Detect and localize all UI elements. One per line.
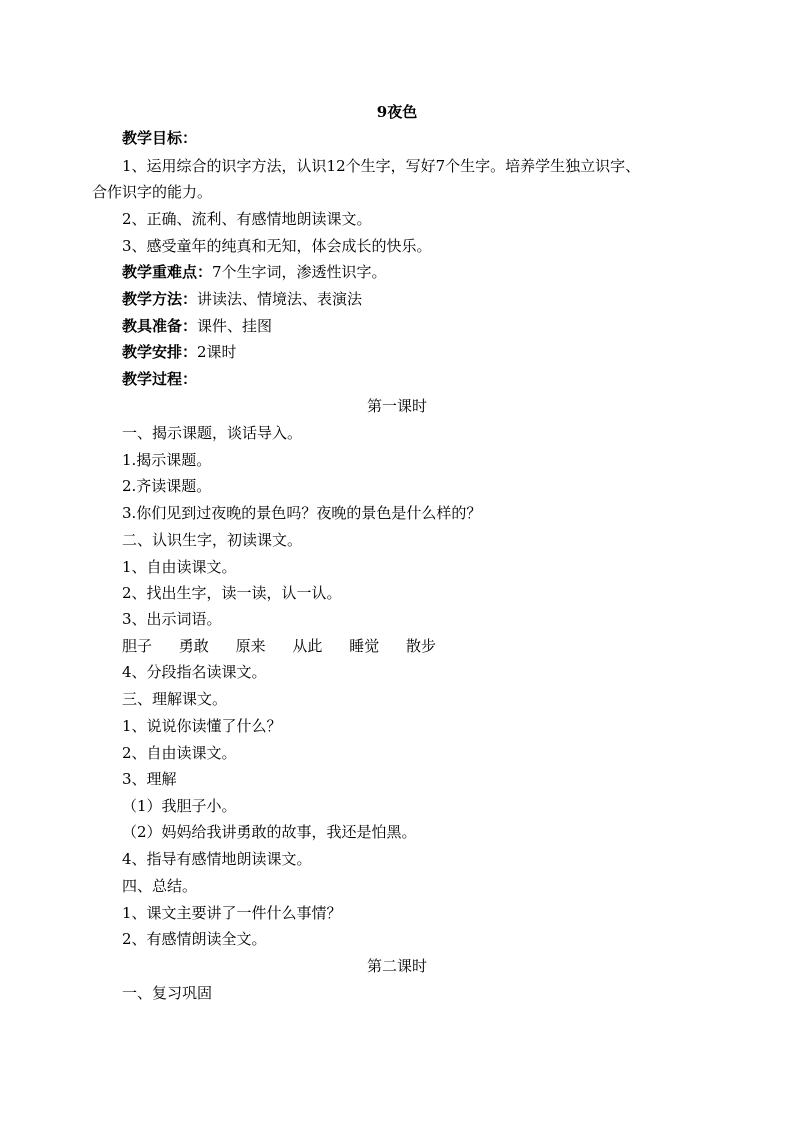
section-2: 二、认识生字，初读课文。 — [122, 531, 303, 549]
schedule-value: 2课时 — [197, 343, 237, 361]
page-title: 9夜色 — [376, 103, 418, 121]
methods-label: 教学方法： — [122, 290, 198, 308]
section-2-item-2: 2、找出生字，读一读，认一认。 — [122, 584, 342, 602]
word: 从此 — [292, 637, 323, 655]
word: 散步 — [405, 637, 436, 655]
section-2-item-1: 1、自由读课文。 — [122, 558, 237, 576]
section-3-item-1: 1、说说你读懂了什么？ — [122, 717, 282, 735]
key-points-label: 教学重难点： — [122, 263, 213, 281]
section-1: 一、揭示课题，谈话导入。 — [122, 424, 303, 442]
section-1-item-2: 2.齐读课题。 — [122, 477, 212, 495]
word: 原来 — [235, 637, 266, 655]
materials — [122, 316, 272, 336]
section-3-item-3b: （2）妈妈给我讲勇敢的故事，我还是怕黑。 — [122, 823, 417, 841]
section-3-item-3: 3、理解 — [122, 770, 177, 788]
section-3: 三、理解课文。 — [122, 690, 228, 708]
section-1-item-1: 1.揭示课题。 — [122, 451, 212, 469]
section-1-item-3: 3.你们见到过夜晚的景色吗？夜晚的景色是什么样的？ — [122, 504, 482, 522]
goal-3: 3、感受童年的纯真和无知，体会成长的快乐。 — [122, 237, 432, 255]
word: 睡觉 — [349, 637, 380, 655]
lesson-1-heading: 第一课时 — [366, 397, 427, 415]
goal-2: 2、正确、流利、有感情地朗读课文。 — [122, 210, 372, 228]
key-points — [122, 262, 387, 282]
section-4: 四、总结。 — [122, 877, 198, 895]
schedule — [122, 342, 237, 362]
lesson-2-heading: 第二课时 — [366, 957, 427, 975]
section-3-item-3a: （1）我胆子小。 — [122, 797, 237, 815]
section-2-item-3: 3、出示词语。 — [122, 610, 222, 628]
section-3-item-4: 4、指导有感情地朗读课文。 — [122, 850, 312, 868]
process-heading: 教学过程： — [122, 370, 198, 388]
methods-value: 讲读法、情境法、表演法 — [197, 290, 363, 308]
section-4-item-1: 1、课文主要讲了一件什么事情？ — [122, 904, 342, 922]
section-5: 一、复习巩固 — [122, 984, 213, 1002]
section-2-item-4: 4、分段指名读课文。 — [122, 663, 267, 681]
vocabulary-words — [122, 636, 458, 656]
schedule-label: 教学安排： — [122, 343, 198, 361]
word: 胆子 — [122, 637, 153, 655]
key-points-value: 7个生字词，渗透性识字。 — [212, 263, 387, 281]
goal-1-line-2: 合作识字的能力。 — [92, 183, 213, 201]
section-4-item-2: 2、有感情朗读全文。 — [122, 930, 267, 948]
materials-label: 教具准备： — [122, 317, 198, 335]
goal-1-line-1: 1、运用综合的识字方法，认识12个生字，写好7个生字。培养学生独立识字、 — [122, 157, 641, 175]
goals-heading: 教学目标： — [122, 129, 198, 147]
methods — [122, 289, 362, 309]
word: 勇敢 — [178, 637, 209, 655]
section-3-item-2: 2、自由读课文。 — [122, 744, 237, 762]
materials-value: 课件、挂图 — [197, 317, 273, 335]
